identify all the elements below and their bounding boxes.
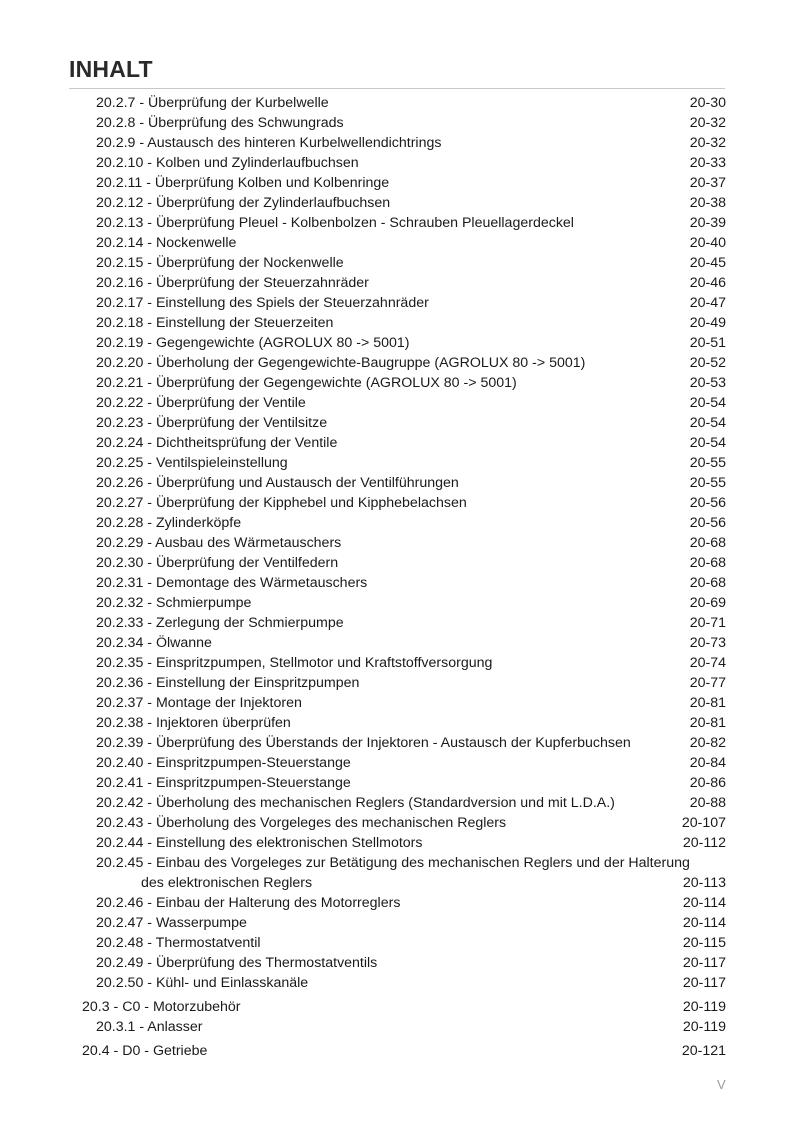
toc-entry-title: 20.2.38 - Injektoren überprüfen	[96, 715, 291, 731]
toc-entry[interactable]	[0, 533, 794, 553]
toc-entry-title: 20.2.12 - Überprüfung der Zylinderlaufbuchsen	[96, 195, 391, 211]
toc-entry-title: 20.2.9 - Austausch des hinteren Kurbelwellendichtrings	[96, 135, 442, 151]
toc-entry[interactable]	[0, 453, 794, 473]
toc-entry[interactable]	[0, 213, 794, 233]
toc-entry-page: 20-71	[689, 615, 726, 631]
toc-entry-page: 20-81	[689, 715, 726, 731]
toc-entry[interactable]	[0, 473, 794, 493]
toc-entry[interactable]	[0, 773, 794, 793]
toc-entry-title: 20.2.7 - Überprüfung der Kurbelwelle	[96, 95, 329, 111]
toc-entry-page: 20-46	[689, 275, 726, 291]
toc-entry-page: 20-84	[689, 755, 726, 771]
toc-entry-title: 20.2.33 - Zerlegung der Schmierpumpe	[96, 615, 344, 631]
toc-entry-page: 20-32	[689, 115, 726, 131]
toc-entry-title: 20.2.47 - Wasserpumpe	[96, 915, 247, 931]
toc-entry[interactable]	[0, 953, 794, 973]
table-of-contents	[0, 93, 794, 1068]
toc-entry-title: 20.2.32 - Schmierpumpe	[96, 595, 252, 611]
toc-entry-title: 20.2.26 - Überprüfung und Austausch der Ventilführungen	[96, 475, 459, 491]
toc-entry-page: 20-37	[689, 175, 726, 191]
toc-entry-title: 20.2.11 - Überprüfung Kolben und Kolbenringe	[96, 175, 390, 191]
toc-entry-page: 20-54	[689, 415, 726, 431]
toc-entry-title: des elektronischen Reglers	[141, 875, 313, 891]
toc-entry-page: 20-121	[681, 1043, 726, 1059]
toc-entry[interactable]	[0, 833, 794, 853]
toc-entry-title: 20.2.24 - Dichtheitsprüfung der Ventile	[96, 435, 338, 451]
toc-entry-title: 20.2.48 - Thermostatventil	[96, 935, 261, 951]
toc-entry-title: 20.2.17 - Einstellung des Spiels der Steuerzahnräder	[96, 295, 429, 311]
toc-entry[interactable]	[0, 673, 794, 693]
toc-entry-page: 20-33	[689, 155, 726, 171]
page-number: V	[717, 1077, 726, 1092]
toc-entry-title: 20.2.46 - Einbau der Halterung des Motorreglers	[96, 895, 401, 911]
toc-entry-title: 20.2.37 - Montage der Injektoren	[96, 695, 302, 711]
toc-entry-page: 20-112	[682, 835, 726, 851]
toc-entry[interactable]	[0, 513, 794, 533]
toc-entry-page: 20-119	[682, 1019, 726, 1035]
toc-entry-page: 20-117	[682, 955, 726, 971]
toc-entry-title: 20.2.25 - Ventilspieleinstellung	[96, 455, 288, 471]
toc-entry[interactable]	[0, 133, 794, 153]
toc-entry-title: 20.3.1 - Anlasser	[96, 1019, 203, 1035]
toc-entry[interactable]	[0, 333, 794, 353]
toc-entry[interactable]	[0, 913, 794, 933]
toc-entry-title: 20.2.27 - Überprüfung der Kipphebel und Kipphebelachsen	[96, 495, 467, 511]
toc-entry-title: 20.2.19 - Gegengewichte (AGROLUX 80 -> 5001)	[96, 335, 410, 351]
toc-entry-page: 20-81	[689, 695, 726, 711]
toc-entry[interactable]	[0, 853, 794, 873]
toc-entry[interactable]	[0, 313, 794, 333]
toc-entry-title: 20.4 - D0 - Getriebe	[82, 1043, 208, 1059]
toc-entry-title: 20.2.34 - Ölwanne	[96, 635, 212, 651]
toc-entry-page: 20-40	[689, 235, 726, 251]
toc-entry[interactable]	[0, 613, 794, 633]
toc-entry[interactable]	[0, 733, 794, 753]
toc-entry-title: 20.2.44 - Einstellung des elektronischen Stellmotors	[96, 835, 423, 851]
toc-entry-page: 20-68	[689, 535, 726, 551]
toc-entry[interactable]	[0, 593, 794, 613]
toc-entry-page: 20-74	[689, 655, 726, 671]
toc-entry-page: 20-73	[689, 635, 726, 651]
toc-entry[interactable]	[0, 293, 794, 313]
toc-entry[interactable]	[0, 153, 794, 173]
toc-entry-page: 20-52	[689, 355, 726, 371]
toc-entry[interactable]	[0, 933, 794, 953]
toc-entry-page: 20-54	[689, 435, 726, 451]
toc-entry-page: 20-114	[682, 895, 726, 911]
toc-entry-title: 20.2.10 - Kolben und Zylinderlaufbuchsen	[96, 155, 359, 171]
toc-entry[interactable]	[0, 493, 794, 513]
toc-entry[interactable]	[0, 273, 794, 293]
toc-entry[interactable]	[0, 373, 794, 393]
toc-entry-page: 20-82	[689, 735, 726, 751]
toc-entry-title: 20.2.50 - Kühl- und Einlasskanäle	[96, 975, 309, 991]
toc-entry[interactable]	[0, 633, 794, 653]
toc-entry-page: 20-55	[689, 475, 726, 491]
toc-entry-title: 20.2.21 - Überprüfung der Gegengewichte (AGROLUX 80 -> 5001)	[96, 375, 517, 391]
toc-entry[interactable]	[0, 553, 794, 573]
toc-entry[interactable]	[0, 253, 794, 273]
toc-entry[interactable]	[0, 573, 794, 593]
toc-entry-page: 20-68	[689, 555, 726, 571]
toc-entry-title: 20.2.14 - Nockenwelle	[96, 235, 237, 251]
toc-entry-page: 20-51	[689, 335, 726, 351]
toc-entry-title: 20.2.16 - Überprüfung der Steuerzahnräder	[96, 275, 369, 291]
toc-entry-title: 20.3 - C0 - Motorzubehör	[82, 999, 241, 1015]
toc-entry-title: 20.2.30 - Überprüfung der Ventilfedern	[96, 555, 339, 571]
toc-entry-page: 20-47	[689, 295, 726, 311]
toc-entry-page: 20-114	[682, 915, 726, 931]
toc-entry[interactable]	[0, 753, 794, 773]
toc-entry-page: 20-119	[682, 999, 726, 1015]
toc-entry-title: 20.2.36 - Einstellung der Einspritzpumpen	[96, 675, 360, 691]
toc-entry-page: 20-88	[689, 795, 726, 811]
toc-entry[interactable]	[0, 113, 794, 133]
toc-entry[interactable]	[0, 233, 794, 253]
toc-entry-page: 20-55	[689, 455, 726, 471]
toc-entry[interactable]	[0, 193, 794, 213]
toc-entry-title: 20.2.43 - Überholung des Vorgeleges des mechanischen Reglers	[96, 815, 507, 831]
toc-entry-title: 20.2.22 - Überprüfung der Ventile	[96, 395, 306, 411]
toc-entry[interactable]	[0, 1041, 794, 1061]
toc-entry-title: 20.2.28 - Zylinderköpfe	[96, 515, 242, 531]
toc-entry-page: 20-113	[682, 875, 726, 891]
toc-entry[interactable]	[0, 973, 794, 993]
toc-entry-page: 20-107	[681, 815, 726, 831]
toc-entry-title: 20.2.29 - Ausbau des Wärmetauschers	[96, 535, 342, 551]
toc-entry-title: 20.2.31 - Demontage des Wärmetauschers	[96, 575, 368, 591]
toc-entry[interactable]	[0, 693, 794, 713]
toc-entry-title: 20.2.40 - Einspritzpumpen-Steuerstange	[96, 755, 351, 771]
toc-entry-page: 20-49	[689, 315, 726, 331]
toc-entry-page: 20-39	[689, 215, 726, 231]
toc-entry[interactable]	[0, 353, 794, 373]
toc-entry[interactable]	[0, 793, 794, 813]
toc-entry[interactable]	[0, 997, 794, 1017]
toc-entry-page: 20-68	[689, 575, 726, 591]
toc-entry-title: 20.2.23 - Überprüfung der Ventilsitze	[96, 415, 328, 431]
toc-entry[interactable]	[0, 893, 794, 913]
toc-entry-title: 20.2.49 - Überprüfung des Thermostatventils	[96, 955, 378, 971]
page-title: INHALT	[69, 56, 153, 82]
toc-entry[interactable]	[0, 173, 794, 193]
toc-entry[interactable]	[0, 653, 794, 673]
toc-entry-page: 20-115	[682, 935, 726, 951]
toc-entry[interactable]	[0, 713, 794, 733]
toc-entry-page: 20-45	[689, 255, 726, 271]
toc-entry-title: 20.2.35 - Einspritzpumpen, Stellmotor und Kraftstoffversorgung	[96, 655, 493, 671]
toc-entry-page: 20-86	[689, 775, 726, 791]
toc-entry[interactable]	[0, 813, 794, 833]
toc-entry-page: 20-69	[689, 595, 726, 611]
toc-entry[interactable]	[0, 433, 794, 453]
toc-entry-title: 20.2.8 - Überprüfung des Schwungrads	[96, 115, 344, 131]
title-divider	[69, 88, 725, 89]
toc-entry[interactable]	[0, 413, 794, 433]
toc-entry[interactable]	[0, 873, 794, 893]
toc-entry-title: 20.2.20 - Überholung der Gegengewichte-Baugruppe (AGROLUX 80 -> 5001)	[96, 355, 586, 371]
toc-entry-page: 20-54	[689, 395, 726, 411]
toc-entry-title: 20.2.15 - Überprüfung der Nockenwelle	[96, 255, 344, 271]
toc-entry-title: 20.2.18 - Einstellung der Steuerzeiten	[96, 315, 334, 331]
toc-entry-page: 20-32	[689, 135, 726, 151]
toc-entry[interactable]	[0, 393, 794, 413]
toc-entry-title: 20.2.45 - Einbau des Vorgeleges zur Betätigung des mechanischen Reglers und der Halterung	[96, 855, 690, 871]
toc-entry-page: 20-117	[682, 975, 726, 991]
toc-entry-title: 20.2.42 - Überholung des mechanischen Reglers (Standardversion und mit L.D.A.)	[96, 795, 615, 811]
toc-entry-page: 20-30	[689, 95, 726, 111]
toc-entry[interactable]	[0, 1017, 794, 1037]
toc-entry[interactable]	[0, 93, 794, 113]
toc-entry-page: 20-77	[689, 675, 726, 691]
toc-entry-page: 20-56	[689, 495, 726, 511]
toc-entry-page: 20-56	[689, 515, 726, 531]
toc-entry-title: 20.2.41 - Einspritzpumpen-Steuerstange	[96, 775, 351, 791]
toc-entry-page: 20-38	[689, 195, 726, 211]
toc-entry-title: 20.2.39 - Überprüfung des Überstands der Injektoren - Austausch der Kupferbuchsen	[96, 735, 631, 751]
toc-entry-page: 20-53	[689, 375, 726, 391]
toc-entry-title: 20.2.13 - Überprüfung Pleuel - Kolbenbolzen - Schrauben Pleuellagerdeckel	[96, 215, 574, 231]
